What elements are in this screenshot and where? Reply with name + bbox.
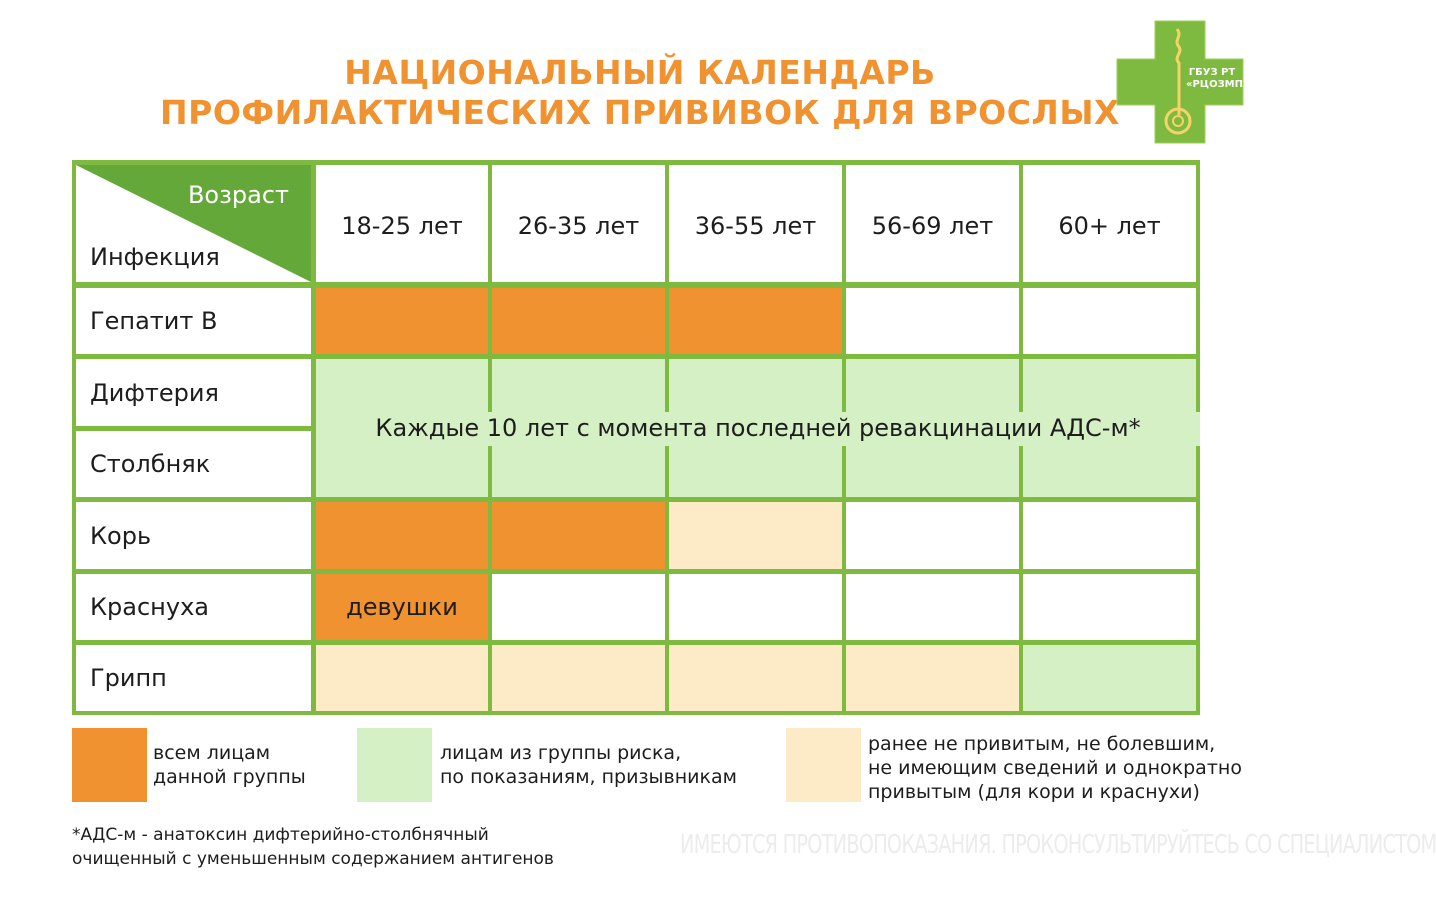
age-header-label: 56-69 лет <box>871 212 994 240</box>
infection-name-label: Гепатит В <box>90 307 218 335</box>
schedule-cell <box>316 288 488 354</box>
footnote-line-1: *АДС-м - анатоксин дифтерийно-столбнячный <box>72 825 489 845</box>
legend-beige-line-1: ранее не привитым, не болевшим, <box>868 733 1216 755</box>
age-header-label: 36-55 лет <box>694 212 817 240</box>
age-header-label: 26-35 лет <box>517 212 640 240</box>
infection-name-label: Корь <box>90 521 152 550</box>
infection-name-label: Грипп <box>90 664 167 692</box>
legend-text-orange <box>153 741 306 789</box>
legend-green-line-1: лицам из группы риска, <box>440 742 682 764</box>
infection-name-cell <box>76 502 311 569</box>
infection-name-label: Дифтерия <box>90 378 219 407</box>
schedule-cell <box>846 645 1019 711</box>
schedule-cell <box>492 288 665 354</box>
age-header-label: 60+ лет <box>1058 212 1161 240</box>
schedule-cell <box>846 502 1019 569</box>
infection-name-cell <box>76 574 311 640</box>
logo-text-line-1: ГБУЗ РТ <box>1188 67 1236 78</box>
page-title-line-2: ПРОФИЛАКТИЧЕСКИХ ПРИВИВОК ДЛЯ ВРОСЛЫХ <box>160 93 1120 132</box>
legend-swatch-beige <box>786 728 861 802</box>
legend-beige-line-2: не имеющим сведений и однократно <box>868 757 1242 779</box>
corner-infection-label: Инфекция <box>90 243 220 271</box>
age-header-cell <box>316 165 488 282</box>
corner-header-cell <box>76 165 311 282</box>
infection-name-cell <box>76 359 311 426</box>
rubella-girls-label: девушки <box>346 593 458 621</box>
infection-name-cell <box>76 288 311 354</box>
schedule-cell <box>669 574 842 640</box>
schedule-cell <box>669 502 842 569</box>
schedule-cell <box>316 645 488 711</box>
schedule-cell <box>846 288 1019 354</box>
footnote <box>72 823 554 871</box>
age-header-cell <box>492 165 665 282</box>
schedule-cell <box>1023 502 1196 569</box>
logo-text <box>1186 67 1250 91</box>
legend-orange-line-2: данной группы <box>153 766 306 788</box>
infection-name-cell <box>76 645 311 711</box>
corner-age-label: Возраст <box>187 181 289 209</box>
schedule-cell <box>669 645 842 711</box>
schedule-cell <box>846 574 1019 640</box>
schedule-cell <box>492 645 665 711</box>
legend-beige-line-3: привытым (для кори и краснухи) <box>868 781 1200 803</box>
schedule-cell <box>316 502 488 569</box>
legend-text-green <box>440 741 737 789</box>
schedule-cell <box>492 502 665 569</box>
schedule-cell <box>492 574 665 640</box>
schedule-cell <box>669 288 842 354</box>
infection-name-label: Краснуха <box>90 593 209 621</box>
age-header-cell <box>669 165 842 282</box>
schedule-cell <box>1023 574 1196 640</box>
legend-green-line-2: по показаниям, призывникам <box>440 766 737 788</box>
infection-name-cell <box>76 431 311 497</box>
age-header-label: 18-25 лет <box>341 212 463 240</box>
revaccination-band-text: Каждые 10 лет с момента последней ревакцинации АДС-м* <box>375 414 1141 442</box>
footnote-line-2: очищенный с уменьшенным содержанием антигенов <box>72 849 554 869</box>
logo-text-line-2: «РЦОЗМП» <box>1186 79 1250 90</box>
legend-swatch-green <box>357 728 432 802</box>
age-header-cell <box>1023 165 1196 282</box>
schedule-cell <box>1023 288 1196 354</box>
page-title-line-1: НАЦИОНАЛЬНЫЙ КАЛЕНДАРЬ <box>344 53 936 92</box>
legend-swatch-orange <box>72 728 147 802</box>
legend-orange-line-1: всем лицам <box>153 742 271 764</box>
schedule-cell <box>1023 645 1196 711</box>
age-header-cell <box>846 165 1019 282</box>
contraindication-watermark: ИМЕЮТСЯ ПРОТИВОПОКАЗАНИЯ. ПРОКОНСУЛЬТИРУЙТЕСЬ СО СПЕЦИАЛИСТОМ <box>680 830 1436 860</box>
infection-name-label: Столбняк <box>90 450 211 478</box>
legend-text-beige <box>868 732 1242 804</box>
schedule-cell <box>316 574 488 640</box>
